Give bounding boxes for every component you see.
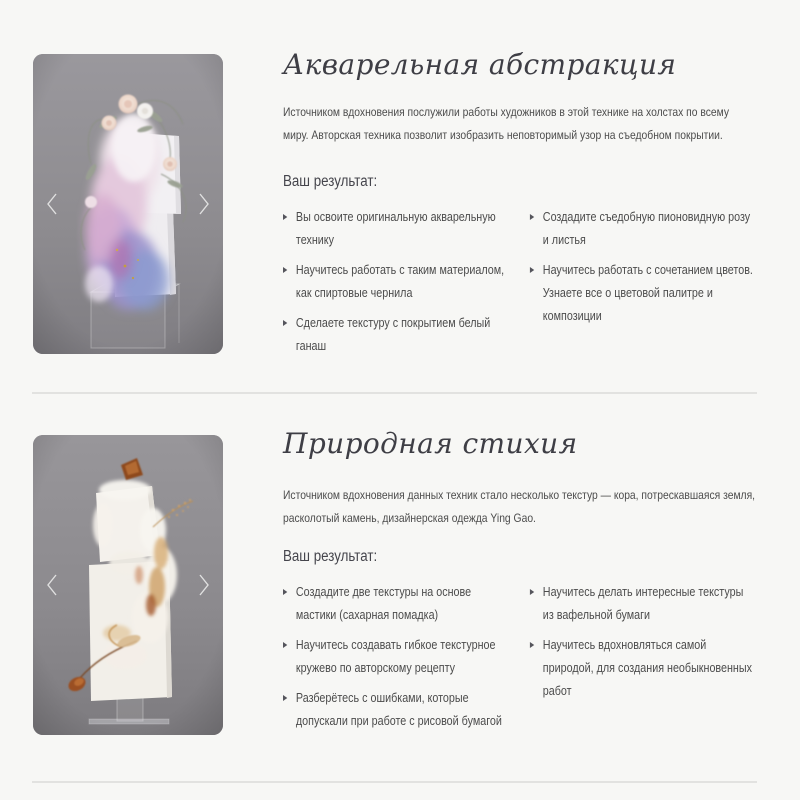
bullet-text: Сделаете текстуру с покрытием белый ганаш <box>295 316 491 353</box>
chevron-left-icon <box>46 192 58 216</box>
bullet-text: Научитесь создавать гибкое текстурное кружево по авторскому рецепту <box>295 638 496 675</box>
triangle-bullet-icon <box>530 589 534 595</box>
bullet-item <box>283 259 510 305</box>
carousel-next-button[interactable] <box>193 568 215 602</box>
bullet-columns <box>283 206 757 365</box>
triangle-bullet-icon <box>530 214 534 220</box>
result-label: Ваш результат: <box>283 173 378 190</box>
program-section-watercolor <box>0 0 800 392</box>
bullet-item <box>530 634 757 703</box>
section-title: Акварельная абстракция <box>283 48 677 81</box>
bullet-list-left <box>283 581 510 740</box>
bullet-text: Вы освоите оригинальную акварельную технику <box>295 210 496 247</box>
bullet-item <box>530 581 757 627</box>
bullet-columns <box>283 581 757 740</box>
section-content <box>283 426 757 740</box>
bullet-item <box>530 259 757 328</box>
bullet-text: Разберётесь с ошибками, которые допускали при работе с рисовой бумагой <box>295 691 502 728</box>
program-section-nature <box>0 394 800 781</box>
bullet-item <box>283 312 510 358</box>
triangle-bullet-icon <box>283 642 287 648</box>
triangle-bullet-icon <box>283 214 287 220</box>
section-title: Природная стихия <box>283 427 578 460</box>
bullet-text: Научитесь работать с сочетанием цветов. Узнаете все о цветовой палитре и композиции <box>542 263 753 323</box>
chevron-right-icon <box>198 573 210 597</box>
chevron-right-icon <box>198 192 210 216</box>
bullet-list-right <box>530 581 757 740</box>
bullet-item <box>283 206 510 252</box>
triangle-bullet-icon <box>283 267 287 273</box>
triangle-bullet-icon <box>283 695 287 701</box>
nature-cake-carousel[interactable] <box>33 435 223 735</box>
triangle-bullet-icon <box>283 589 287 595</box>
chevron-left-icon <box>46 573 58 597</box>
section-divider <box>32 781 757 783</box>
bullet-item <box>283 634 510 680</box>
triangle-bullet-icon <box>283 320 287 326</box>
carousel-next-button[interactable] <box>193 187 215 221</box>
section-content <box>283 47 757 365</box>
bullet-text: Научитесь вдохновляться самой природой, для создания необыкновенных работ <box>542 638 752 698</box>
bullet-text: Создадите съедобную пионовидную розу и листья <box>542 210 751 247</box>
bullet-text: Создадите две текстуры на основе мастики (сахарная помадка) <box>295 585 472 622</box>
bullet-list-right <box>530 206 757 365</box>
carousel-prev-button[interactable] <box>41 568 63 602</box>
result-label: Ваш результат: <box>283 548 378 565</box>
bullet-item <box>283 687 510 733</box>
bullet-text: Научитесь работать с таким материалом, как спиртовые чернила <box>295 263 505 300</box>
bullet-item <box>283 581 510 627</box>
bullet-list-left <box>283 206 510 365</box>
section-description: Источником вдохновения послужили работы художников в этой технике на холстах по всему миру. Авторская техника позволит изобразить неповторимый узор на съедобном покрытии. <box>283 105 730 142</box>
watercolor-cake-carousel[interactable] <box>33 54 223 354</box>
triangle-bullet-icon <box>530 267 534 273</box>
bullet-text: Научитесь делать интересные текстуры из вафельной бумаги <box>542 585 744 622</box>
triangle-bullet-icon <box>530 642 534 648</box>
carousel-prev-button[interactable] <box>41 187 63 221</box>
bullet-item <box>530 206 757 252</box>
section-description: Источником вдохновения данных техник стало несколько текстур — кора, потрескавшаяся земля, расколотый камень, дизайнерская одежда Ying Gao. <box>283 488 756 525</box>
